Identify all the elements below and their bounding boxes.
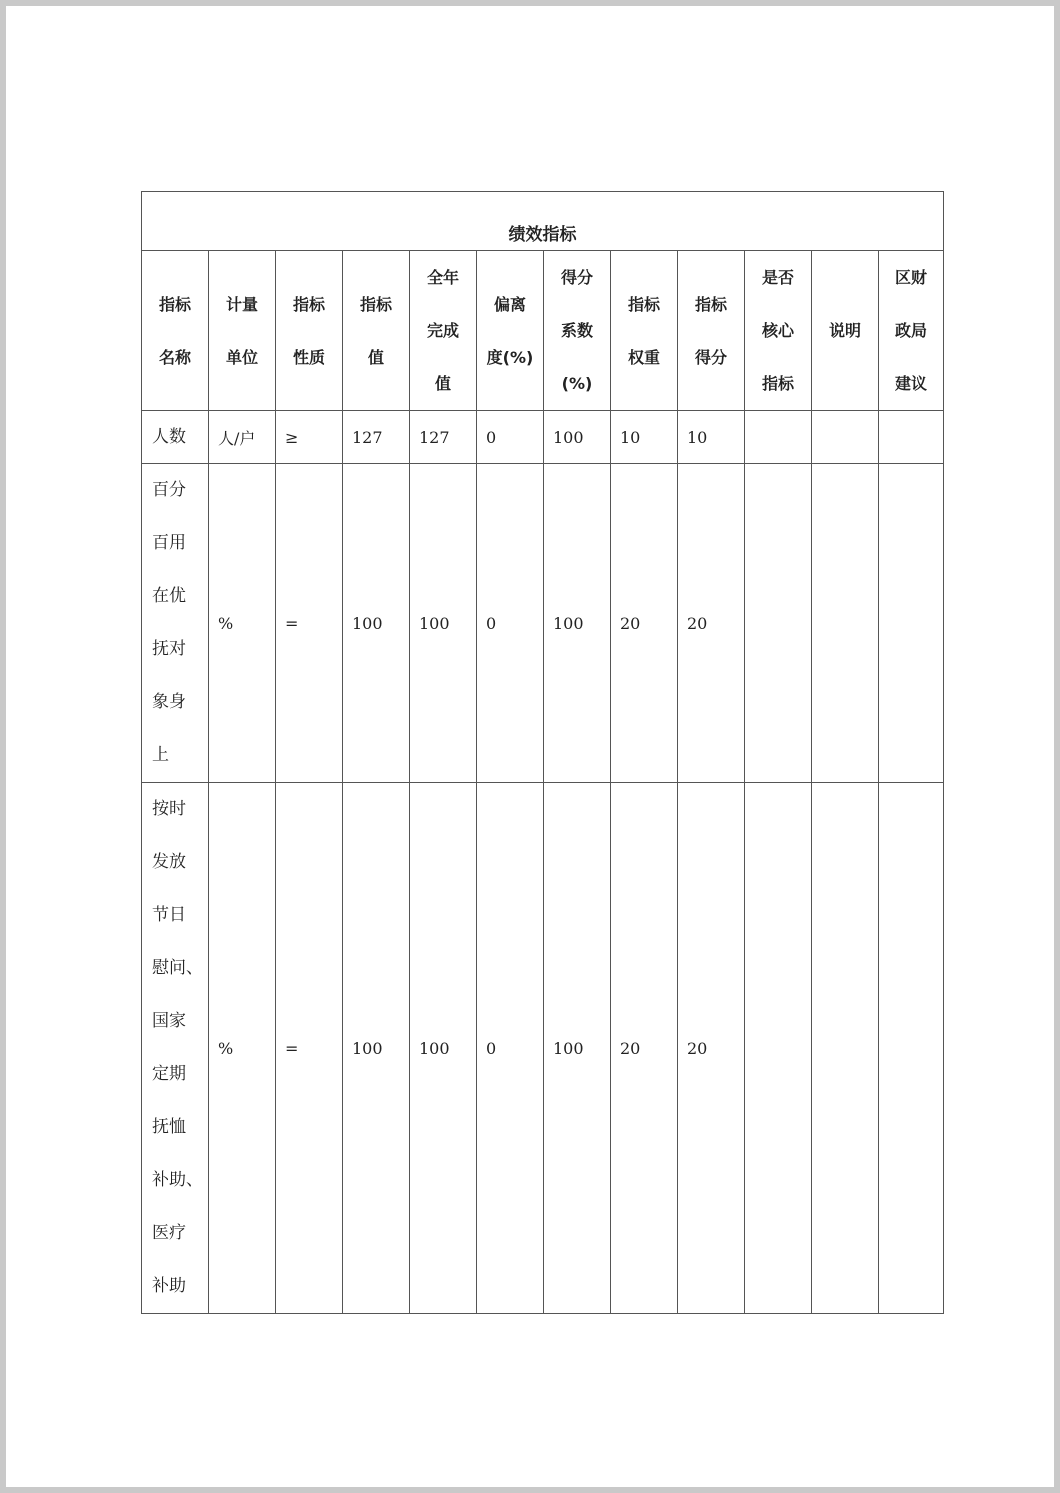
header-nature: 指标 性质 (276, 251, 343, 411)
table-row (142, 464, 944, 783)
table-row (142, 783, 944, 1314)
row-score: 20 (678, 464, 745, 783)
row-suggestion (879, 464, 944, 783)
row-name: 百分 百用 在优 抚对 象身 上 (142, 464, 209, 783)
header-note: 说明 (812, 251, 879, 411)
row-coefficient: 100 (544, 411, 611, 464)
row-deviation: 0 (477, 783, 544, 1314)
row-unit: 人/户 (209, 411, 276, 464)
row-coefficient: 100 (544, 464, 611, 783)
table-row (142, 411, 944, 464)
row-suggestion (879, 783, 944, 1314)
row-actual: 100 (410, 783, 477, 1314)
row-target: 100 (343, 783, 410, 1314)
row-weight: 10 (611, 411, 678, 464)
header-deviation: 偏离 度(%) (477, 251, 544, 411)
row-weight: 20 (611, 464, 678, 783)
row-note (812, 783, 879, 1314)
row-target: 127 (343, 411, 410, 464)
row-nature: = (276, 464, 343, 783)
header-indicator-name: 指标 名称 (142, 251, 209, 411)
header-score-coefficient: 得分 系数 (%) (544, 251, 611, 411)
row-note (812, 411, 879, 464)
row-score: 10 (678, 411, 745, 464)
header-score: 指标 得分 (678, 251, 745, 411)
header-row (142, 251, 944, 411)
row-core (745, 464, 812, 783)
row-actual: 127 (410, 411, 477, 464)
row-unit: % (209, 464, 276, 783)
header-finance-suggestion: 区财 政局 建议 (879, 251, 944, 411)
row-name: 按时 发放 节日 慰问、 国家 定期 抚恤 补助、 医疗 补助 (142, 783, 209, 1314)
row-actual: 100 (410, 464, 477, 783)
row-core (745, 783, 812, 1314)
table-title: 绩效指标 (142, 192, 944, 251)
row-target: 100 (343, 464, 410, 783)
row-suggestion (879, 411, 944, 464)
header-annual-actual: 全年 完成 值 (410, 251, 477, 411)
row-weight: 20 (611, 783, 678, 1314)
header-core-indicator: 是否 核心 指标 (745, 251, 812, 411)
header-weight: 指标 权重 (611, 251, 678, 411)
performance-indicator-table (141, 191, 944, 1314)
row-nature: = (276, 783, 343, 1314)
header-unit: 计量 单位 (209, 251, 276, 411)
row-deviation: 0 (477, 411, 544, 464)
row-note (812, 464, 879, 783)
row-core (745, 411, 812, 464)
row-name: 人数 (142, 411, 209, 464)
row-deviation: 0 (477, 464, 544, 783)
document-page (6, 6, 1054, 1487)
row-coefficient: 100 (544, 783, 611, 1314)
row-score: 20 (678, 783, 745, 1314)
header-target-value: 指标 值 (343, 251, 410, 411)
row-nature: ≥ (276, 411, 343, 464)
row-unit: % (209, 783, 276, 1314)
